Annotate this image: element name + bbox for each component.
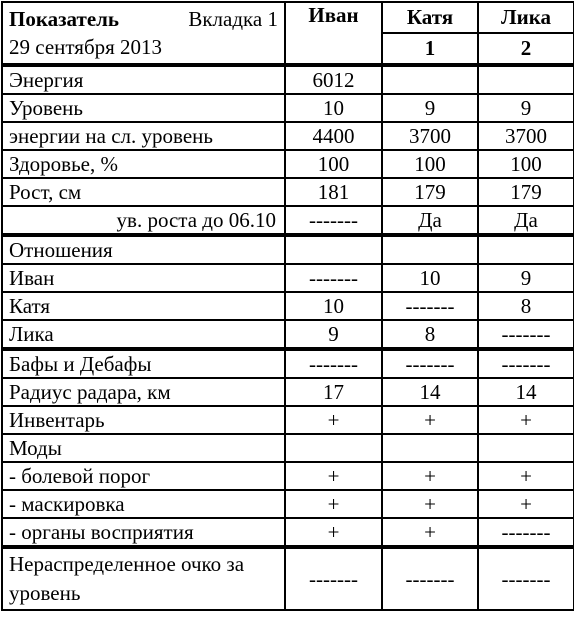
table-row (2, 150, 574, 178)
cell-katya: 9 (382, 94, 478, 122)
row-label: Моды (2, 434, 285, 462)
cell-katya: 8 (382, 320, 478, 349)
row-label: Иван (2, 264, 285, 292)
cell-ivan: ------- (285, 264, 382, 292)
cell-ivan: ------- (285, 349, 382, 378)
cell-ivan: 181 (285, 178, 382, 206)
row-label: Катя (2, 292, 285, 320)
table-row (2, 292, 574, 320)
table-row (2, 434, 574, 462)
row-label: - маскировка (2, 490, 285, 518)
header-date: 29 сентября 2013 (9, 35, 163, 59)
cell-ivan: + (285, 406, 382, 434)
table-row (2, 264, 574, 292)
table-row (2, 349, 574, 378)
row-label: Здоровье, % (2, 150, 285, 178)
cell-katya (382, 434, 478, 462)
column-header-katya: Катя (382, 2, 478, 33)
cell-lika: ------- (478, 320, 574, 349)
column-header-ivan: Иван (285, 2, 382, 65)
table-row (2, 122, 574, 150)
cell-lika: 179 (478, 178, 574, 206)
cell-katya: Да (382, 206, 478, 235)
table-row (2, 547, 574, 610)
cell-ivan: + (285, 518, 382, 547)
cell-katya: 3700 (382, 122, 478, 150)
cell-katya: ------- (382, 292, 478, 320)
column-number-lika: 2 (478, 33, 574, 65)
cell-ivan (285, 235, 382, 264)
table-row (2, 462, 574, 490)
row-label: Бафы и Дебафы (2, 349, 285, 378)
cell-lika: Да (478, 206, 574, 235)
table-row (2, 235, 574, 264)
cell-ivan: 10 (285, 94, 382, 122)
row-label: энергии на сл. уровень (2, 122, 285, 150)
cell-lika: ------- (478, 349, 574, 378)
cell-ivan: 17 (285, 378, 382, 406)
stats-table (1, 1, 574, 611)
table-row (2, 94, 574, 122)
row-label: Радиус радара, км (2, 378, 285, 406)
header-label-cell (2, 2, 285, 65)
row-label: Отношения (2, 235, 285, 264)
cell-ivan: ------- (285, 547, 382, 610)
row-label: ув. роста до 06.10 (2, 206, 285, 235)
cell-ivan: 6012 (285, 65, 382, 94)
table-row (2, 378, 574, 406)
table-row (2, 65, 574, 94)
cell-lika: 9 (478, 94, 574, 122)
cell-katya: 179 (382, 178, 478, 206)
cell-lika (478, 434, 574, 462)
cell-ivan: + (285, 462, 382, 490)
row-label: Энергия (2, 65, 285, 94)
cell-ivan: ------- (285, 206, 382, 235)
cell-katya: + (382, 406, 478, 434)
cell-ivan: 100 (285, 150, 382, 178)
table-row (2, 490, 574, 518)
table-row (2, 206, 574, 235)
row-label: Рост, см (2, 178, 285, 206)
cell-ivan: 9 (285, 320, 382, 349)
cell-lika: + (478, 490, 574, 518)
header-label: Показатель (9, 7, 120, 31)
row-label: Уровень (2, 94, 285, 122)
cell-katya: ------- (382, 349, 478, 378)
table-row (2, 320, 574, 349)
cell-katya (382, 65, 478, 94)
cell-lika: 100 (478, 150, 574, 178)
cell-katya: ------- (382, 547, 478, 610)
cell-lika: ------- (478, 547, 574, 610)
cell-lika (478, 235, 574, 264)
cell-katya (382, 235, 478, 264)
row-label: - болевой порог (2, 462, 285, 490)
cell-lika: 9 (478, 264, 574, 292)
table-row (2, 518, 574, 547)
cell-ivan (285, 434, 382, 462)
row-label: Нераспределенное очко за уровень (2, 547, 285, 610)
cell-lika: + (478, 462, 574, 490)
cell-katya: 10 (382, 264, 478, 292)
cell-lika (478, 65, 574, 94)
row-label: Лика (2, 320, 285, 349)
cell-ivan: 10 (285, 292, 382, 320)
table-row (2, 406, 574, 434)
cell-katya: + (382, 490, 478, 518)
cell-katya: + (382, 518, 478, 547)
cell-lika: 3700 (478, 122, 574, 150)
row-label: - органы восприятия (2, 518, 285, 547)
cell-katya: 100 (382, 150, 478, 178)
cell-lika: ------- (478, 518, 574, 547)
cell-lika: 8 (478, 292, 574, 320)
column-header-lika: Лика (478, 2, 574, 33)
row-label: Инвентарь (2, 406, 285, 434)
header-tab: Вкладка 1 (188, 7, 278, 31)
table-row (2, 178, 574, 206)
cell-katya: 14 (382, 378, 478, 406)
cell-lika: 14 (478, 378, 574, 406)
cell-ivan: + (285, 490, 382, 518)
cell-katya: + (382, 462, 478, 490)
header-row (2, 2, 574, 33)
column-number-katya: 1 (382, 33, 478, 65)
cell-lika: + (478, 406, 574, 434)
cell-ivan: 4400 (285, 122, 382, 150)
